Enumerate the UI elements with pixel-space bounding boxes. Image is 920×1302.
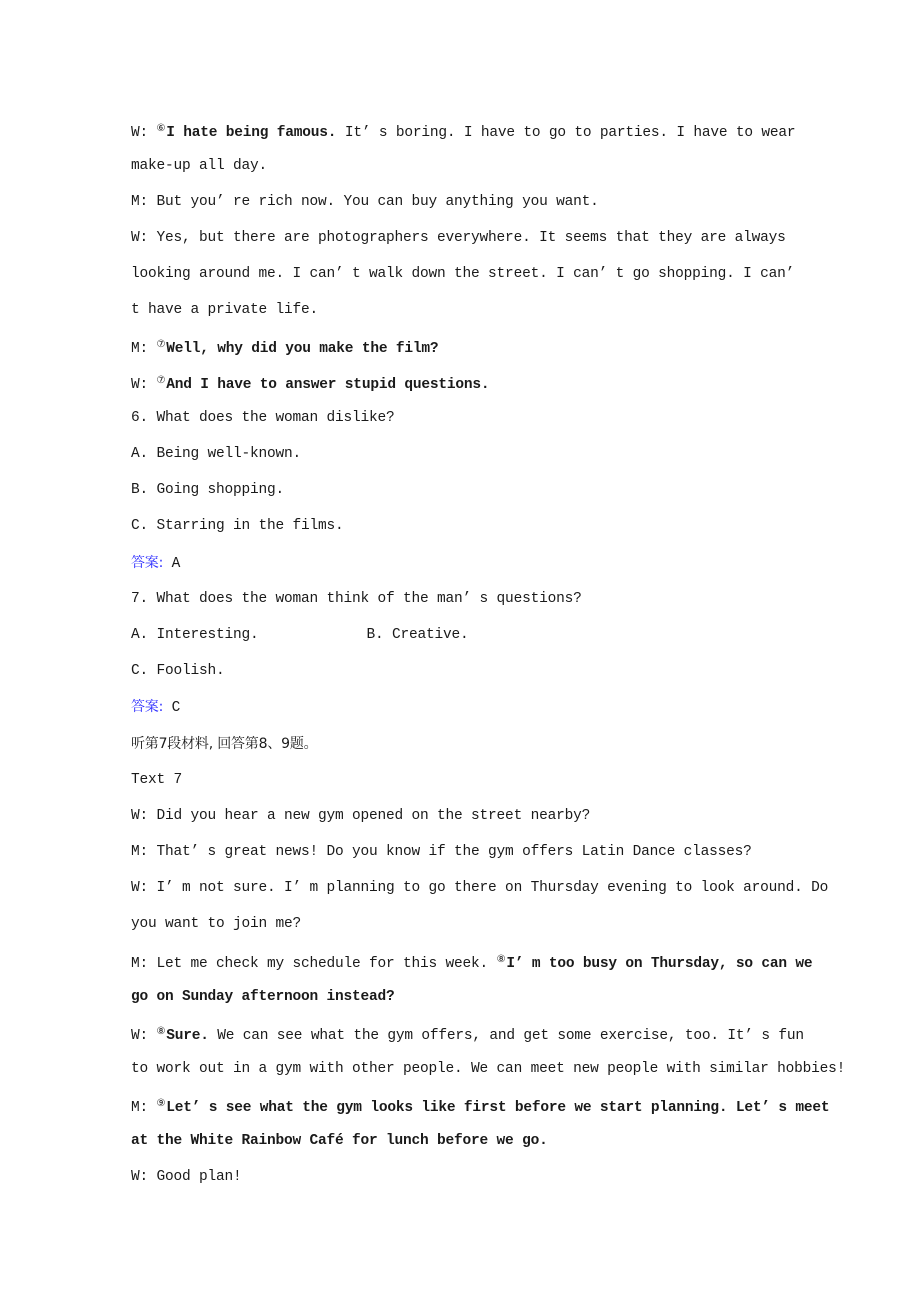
clue-marker: ⑥ <box>156 124 166 135</box>
q7-options-row <box>131 625 469 645</box>
q7-option-a: A. Interesting. <box>131 627 259 643</box>
question-6: 6. What does the woman dislike? <box>131 410 395 426</box>
key-sentence: Sure. <box>166 1028 209 1044</box>
q7-option-c: C. Foolish. <box>131 663 225 679</box>
dialogue-line: W: Yes, but there are photographers everywhere. It seems that they are always <box>131 230 786 246</box>
speaker-label: W: <box>131 125 157 141</box>
clue-marker: ⑧ <box>496 955 506 966</box>
dialogue-line: make-up all day. <box>131 158 268 174</box>
dialogue-line <box>131 1023 804 1046</box>
clue-marker: ⑦ <box>156 340 166 351</box>
clue-marker: ⑦ <box>156 376 166 387</box>
answer-label: 答案: <box>131 699 164 715</box>
dialogue-line: W: Did you hear a new gym opened on the street nearby? <box>131 808 591 824</box>
key-sentence: Let’ s see what the gym looks like first before we start planning. Let’ s meet <box>166 1100 830 1116</box>
dialogue-line <box>131 1131 548 1151</box>
dialogue-line <box>131 336 438 359</box>
dialogue-line <box>131 120 795 143</box>
dialogue-line: W: I’ m not sure. I’ m planning to go there on Thursday evening to look around. Do <box>131 880 829 896</box>
dialogue-line <box>131 1095 829 1118</box>
key-sentence: I’ m too busy on Thursday, so can we <box>506 956 813 972</box>
key-sentence: at the White Rainbow Café for lunch before we go. <box>131 1133 548 1149</box>
dialogue-line <box>131 951 812 974</box>
dialogue-text: M: Let me check my schedule for this week. <box>131 956 497 972</box>
dialogue-text: It’ s boring. I have to go to parties. I have to wear <box>336 125 796 141</box>
key-sentence: Well, why did you make the film? <box>166 341 439 357</box>
q7-answer <box>131 697 180 718</box>
key-sentence: I hate being famous. <box>166 125 337 141</box>
key-sentence: And I have to answer stupid questions. <box>166 377 490 393</box>
answer-value: C <box>163 700 181 716</box>
dialogue-line <box>131 372 489 395</box>
dialogue-line: W: Good plan! <box>131 1169 242 1185</box>
q6-answer <box>131 553 180 574</box>
speaker-label: W: <box>131 377 157 393</box>
section-instruction: 听第7段材料, 回答第8、9题。 <box>131 736 318 752</box>
answer-value: A <box>163 556 181 572</box>
q6-option-b: B. Going shopping. <box>131 482 285 498</box>
q6-option-a: A. Being well-known. <box>131 446 302 462</box>
dialogue-line: M: But you’ re rich now. You can buy anything you want. <box>131 194 599 210</box>
q6-option-c: C. Starring in the films. <box>131 518 344 534</box>
speaker-label: M: <box>131 341 157 357</box>
clue-marker: ⑧ <box>156 1027 166 1038</box>
dialogue-line <box>131 987 395 1007</box>
speaker-label: W: <box>131 1028 157 1044</box>
key-sentence: go on Sunday afternoon instead? <box>131 989 395 1005</box>
question-7: 7. What does the woman think of the man’ s questions? <box>131 591 582 607</box>
dialogue-line: looking around me. I can’ t walk down the street. I can’ t go shopping. I can’ <box>131 266 795 282</box>
dialogue-text: We can see what the gym offers, and get some exercise, too. It’ s fun <box>208 1028 804 1044</box>
dialogue-line: to work out in a gym with other people. We can meet new people with similar hobbies! <box>131 1061 846 1077</box>
dialogue-line: M: That’ s great news! Do you know if the gym offers Latin Dance classes? <box>131 844 752 860</box>
text-title: Text 7 <box>131 772 183 788</box>
dialogue-line: you want to join me? <box>131 916 302 932</box>
answer-label: 答案: <box>131 555 164 571</box>
speaker-label: M: <box>131 1100 157 1116</box>
q7-option-b: B. Creative. <box>366 627 469 643</box>
dialogue-line: t have a private life. <box>131 302 319 318</box>
clue-marker: ⑨ <box>156 1099 166 1110</box>
